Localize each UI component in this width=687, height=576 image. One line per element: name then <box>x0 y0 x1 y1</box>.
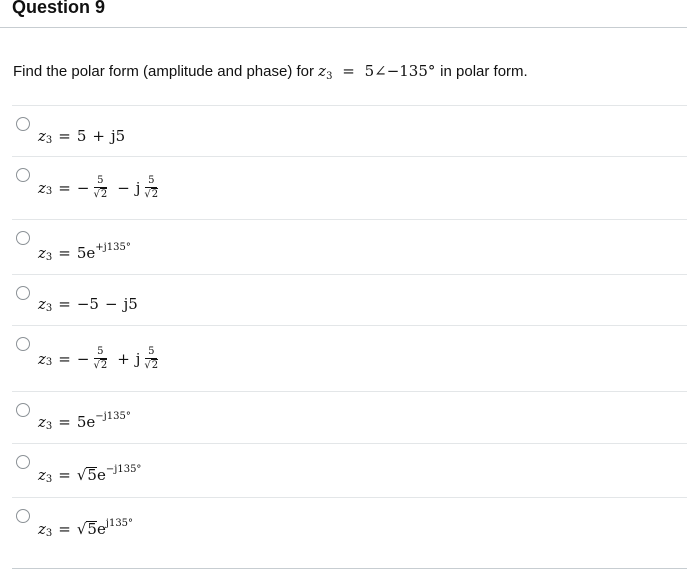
operator: − <box>117 178 130 197</box>
radicand: 5 <box>87 466 97 484</box>
denominator: √ 2 <box>144 360 159 371</box>
prompt-variable: z <box>318 62 327 80</box>
answer-expression <box>38 463 142 485</box>
subscript: 3 <box>45 527 53 539</box>
question-prompt <box>13 61 528 84</box>
subscript: 3 <box>45 134 53 146</box>
answer-expression <box>38 517 134 539</box>
variable: z <box>38 178 46 197</box>
term-a: 5 <box>76 127 87 145</box>
term-b: j5 <box>123 295 138 313</box>
answer-expression <box>38 346 162 371</box>
answer-option-6[interactable] <box>12 391 687 443</box>
subscript: 3 <box>45 302 53 314</box>
answer-list <box>12 105 687 555</box>
bottom-divider <box>12 568 687 569</box>
radio-button[interactable] <box>16 286 30 300</box>
answer-expression <box>38 295 138 313</box>
radicand: 2 <box>100 360 108 371</box>
subscript: 3 <box>45 357 53 368</box>
variable: z <box>38 349 46 368</box>
radicand: 5 <box>87 520 97 538</box>
prompt-text-prefix: Find the polar form (amplitude and phase) for <box>13 63 319 80</box>
variable: z <box>38 244 46 262</box>
prompt-math <box>318 62 440 80</box>
numerator: 5 <box>94 346 106 359</box>
fraction-2 <box>143 346 159 371</box>
radicand: 2 <box>151 360 159 371</box>
denominator: √ 2 <box>144 189 159 200</box>
prompt-equals: = <box>342 62 355 80</box>
prompt-text-suffix: in polar form. <box>440 63 528 80</box>
term-b: j5 <box>110 127 126 145</box>
imaginary-unit: j <box>135 178 141 197</box>
numerator: 5 <box>94 175 106 188</box>
numerator: 5 <box>145 175 157 188</box>
variable: z <box>38 466 46 484</box>
equals-sign: = <box>58 520 71 538</box>
variable: z <box>38 413 46 431</box>
question-title: Question 9 <box>12 0 106 17</box>
variable: z <box>38 127 46 145</box>
numerator: 5 <box>145 346 157 359</box>
operator: + <box>117 349 130 368</box>
equals-sign: = <box>58 295 71 313</box>
exponent: j135° <box>105 517 134 529</box>
radio-button[interactable] <box>16 509 30 523</box>
denominator: √ 2 <box>93 189 108 200</box>
subscript: 3 <box>45 186 53 197</box>
subscript: 3 <box>45 473 53 485</box>
equals-sign: = <box>58 413 71 431</box>
leading-sign: − <box>76 349 90 368</box>
fraction-1 <box>92 175 108 200</box>
question-header <box>0 0 687 28</box>
answer-option-2[interactable] <box>12 156 687 219</box>
operator: + <box>92 127 105 145</box>
radio-button[interactable] <box>16 455 30 469</box>
exponential-base: 5e <box>76 244 96 262</box>
radicand: 2 <box>151 189 159 200</box>
exponent: −j135° <box>105 463 142 475</box>
exponent: +j135° <box>95 241 131 253</box>
answer-expression <box>38 127 125 145</box>
prompt-variable-subscript: 3 <box>326 71 333 82</box>
answer-expression <box>38 241 131 263</box>
variable: z <box>38 295 46 313</box>
exponential-base: 5e <box>76 413 96 431</box>
radio-button[interactable] <box>16 168 30 182</box>
fraction-1 <box>92 346 108 371</box>
term-a: −5 <box>76 295 99 313</box>
exponential-base: e <box>96 520 106 538</box>
equals-sign: = <box>58 466 71 484</box>
equals-sign: = <box>58 127 71 145</box>
radio-button[interactable] <box>16 231 30 245</box>
prompt-value: 5∠−135° <box>364 62 436 80</box>
radio-button[interactable] <box>16 337 30 351</box>
subscript: 3 <box>45 420 53 432</box>
subscript: 3 <box>45 251 53 263</box>
answer-option-1[interactable] <box>12 105 687 156</box>
square-root: √ 5 <box>76 466 97 484</box>
equals-sign: = <box>58 178 71 197</box>
fraction-2 <box>143 175 159 200</box>
radio-button[interactable] <box>16 117 30 131</box>
answer-option-3[interactable] <box>12 219 687 274</box>
exponent: −j135° <box>95 410 131 422</box>
equals-sign: = <box>58 349 71 368</box>
answer-option-4[interactable] <box>12 274 687 325</box>
answer-option-8[interactable] <box>12 497 687 555</box>
answer-expression <box>38 175 162 200</box>
radio-button[interactable] <box>16 403 30 417</box>
answer-option-5[interactable] <box>12 325 687 391</box>
radicand: 2 <box>100 189 108 200</box>
denominator: √ 2 <box>93 360 108 371</box>
answer-option-7[interactable] <box>12 443 687 497</box>
variable: z <box>38 520 46 538</box>
equals-sign: = <box>58 244 71 262</box>
imaginary-unit: j <box>135 349 141 368</box>
answer-expression <box>38 410 131 432</box>
square-root: √ 5 <box>76 520 97 538</box>
operator: − <box>104 295 118 313</box>
exponential-base: e <box>96 466 106 484</box>
leading-sign: − <box>76 178 90 197</box>
